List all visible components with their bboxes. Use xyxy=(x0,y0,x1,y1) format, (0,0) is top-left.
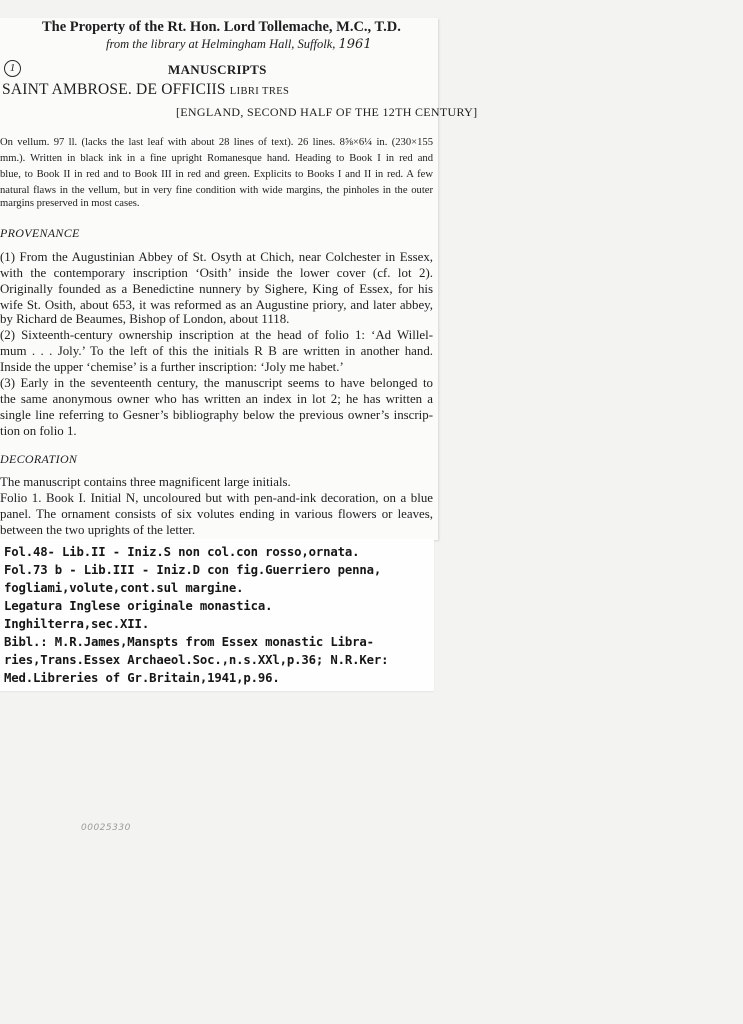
typed-line: Fol.73 b - Lib.III - Iniz.D con fig.Guerriero penna, xyxy=(4,563,382,577)
provenance-line: tion on folio 1. xyxy=(0,424,77,438)
provenance-line: mum . . . Joly.’ To the left of this the initials R B are written in another hand. xyxy=(0,344,433,358)
lot-title-main: SAINT AMBROSE. DE OFFICIIS xyxy=(2,81,226,98)
typed-line: Med.Libreries of Gr.Britain,1941,p.96. xyxy=(4,671,280,685)
provenance-line: Originally founded as a Benedictine nunnery by Sighere, King of Essex, for his xyxy=(0,282,433,296)
library-line-text: from the library at Helmingham Hall, Suffolk, xyxy=(106,37,336,51)
provenance-line: (2) Sixteenth-century ownership inscription at the head of folio 1: ‘Ad Willel- xyxy=(0,328,433,342)
lot-number-mark: 1 xyxy=(4,60,21,77)
decoration-line: between the two uprights of the letter. xyxy=(0,523,196,537)
typed-line: ries,Trans.Essex Archaeol.Soc.,n.s.XXl,p.36; N.R.Ker: xyxy=(4,653,389,667)
description-line: mm.). Written in black ink in a fine upright Romanesque hand. Heading to Book I in red and xyxy=(0,153,433,164)
typed-line: Inghilterra,sec.XII. xyxy=(4,617,150,631)
lot-origin: [ENGLAND, SECOND HALF OF THE 12TH CENTURY] xyxy=(176,105,478,119)
description-line: natural flaws in the vellum, but in very fine condition with wide margins, the pinholes in the outer xyxy=(0,185,433,196)
library-line xyxy=(106,37,372,52)
provenance-line: Inside the upper ‘chemise’ is a further inscription: ‘Joly me habet.’ xyxy=(0,360,344,374)
lot-title-small-caps: LIBRI TRES xyxy=(229,86,290,97)
typed-line: fogliami,volute,cont.sul margine. xyxy=(4,581,244,595)
provenance-line: wife St. Osith, about 653, it was reformed as an Augustine priory, and later abbey, xyxy=(0,298,433,312)
lot-title xyxy=(2,81,289,99)
provenance-line: (3) Early in the seventeenth century, the manuscript seems to have belonged to xyxy=(0,376,433,390)
typed-line: Legatura Inglese originale monastica. xyxy=(4,599,273,613)
typed-line: Fol.48- Lib.II - Iniz.S non col.con rosso,ornata. xyxy=(4,545,360,559)
description-line: On vellum. 97 ll. (lacks the last leaf with about 28 lines of text). 26 lines. 8⅝×6¼ in. (230×155 xyxy=(0,137,433,148)
decoration-line: The manuscript contains three magnificent large initials. xyxy=(0,475,291,489)
decoration-heading: DECORATION xyxy=(0,452,78,466)
decoration-line: Folio 1. Book I. Initial N, uncoloured but with pen-and-ink decoration, on a blue xyxy=(0,491,433,505)
description-line: blue, to Book II in red and to Book III in red and green. Explicits to Books I and II in red. A few xyxy=(0,169,433,180)
inventory-stamp: 00025330 xyxy=(81,823,131,833)
provenance-line: with the contemporary inscription ‘Osith’ inside the lower cover (cf. lot 2). xyxy=(0,266,433,280)
provenance-heading: PROVENANCE xyxy=(0,226,80,240)
provenance-line: (1) From the Augustinian Abbey of St. Osyth at Chich, near Colchester in Essex, xyxy=(0,250,433,264)
provenance-line: the same anonymous owner who has written an index in lot 2; he has written a xyxy=(0,392,433,406)
provenance-line: single line referring to Gesner’s bibliography below the previous owner’s inscrip- xyxy=(0,408,433,422)
decoration-line: panel. The ornament consists of six volutes ending in various flowers or leaves, xyxy=(0,507,433,521)
year-annotation: 1961 xyxy=(338,37,372,52)
description-line: margins preserved in most cases. xyxy=(0,198,140,209)
provenance-line: by Richard de Beaumes, Bishop of London, about 1118. xyxy=(0,312,290,326)
typed-line: Bibl.: M.R.James,Manspts from Essex monastic Libra- xyxy=(4,635,374,649)
property-line: The Property of the Rt. Hon. Lord Tollemache, M.C., T.D. xyxy=(42,19,401,35)
section-title: MANUSCRIPTS xyxy=(168,62,267,77)
